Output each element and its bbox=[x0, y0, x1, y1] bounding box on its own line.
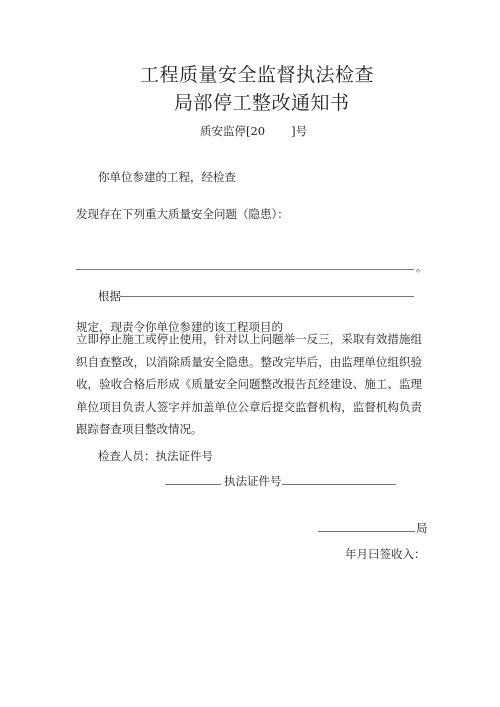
inspector-label: 检查人员：执法证件号 bbox=[98, 449, 213, 463]
title-line-1: 工程质量安全监督执法检查 bbox=[140, 64, 375, 86]
inspector-blank-line bbox=[165, 484, 221, 485]
period-mark: 。 bbox=[416, 261, 427, 274]
doc-number-prefix: 质安监停[20 bbox=[200, 124, 266, 138]
sign-line: 年月曰签收入： bbox=[345, 547, 426, 561]
basis-label: 根据 bbox=[98, 289, 121, 303]
bureau-blank-line bbox=[318, 531, 415, 532]
cert-blank-line bbox=[282, 484, 396, 485]
title-line-2: 局部停工整改通知书 bbox=[174, 92, 350, 114]
basis-blank-line bbox=[120, 296, 414, 297]
order-line: 规定，现责令你单位参建的该工程项目的 bbox=[76, 320, 283, 334]
cert-label: 执法证件号 bbox=[224, 474, 282, 488]
intro-text: 你单位参建的工程，经检查 bbox=[98, 170, 236, 184]
issues-label: 发现存在下列重大质量安全问题（隐患）： bbox=[76, 207, 289, 221]
document-number bbox=[200, 123, 307, 139]
doc-number-suffix: ]号 bbox=[291, 124, 308, 138]
bureau-label: 局 bbox=[416, 521, 428, 535]
instructions-paragraph: 立即停止施工或停止使用，针对以上问题举一反三，采取有效措施组织自查整改，以消除质量安全隐患。整改完毕后，由监理单位组织验收，验收合格后形成《质量安全问题整改报告瓦经建设、施工、监理单位项目负责人签字并加盖单位公章后提交监督机构，监督机构负责跟踪督查项目整改情况。 bbox=[76, 332, 422, 436]
issues-blank-line bbox=[76, 269, 414, 270]
